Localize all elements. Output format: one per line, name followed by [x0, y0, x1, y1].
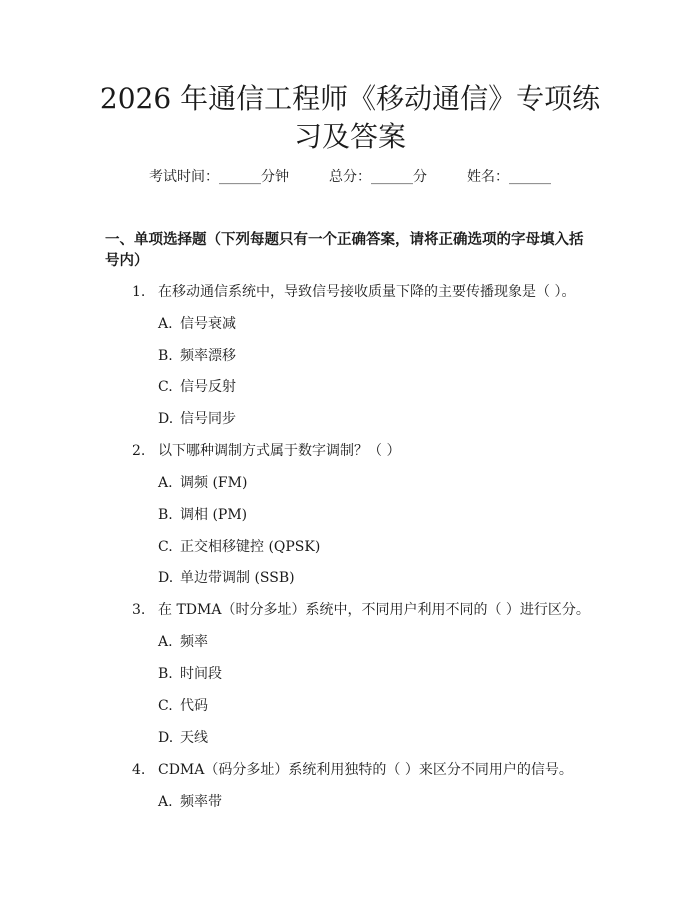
- question-4: [132, 761, 573, 779]
- question-text: 以下哪种调制方式属于数字调制？（ ）: [158, 443, 401, 459]
- question-4-option-a: [158, 793, 222, 811]
- question-text: 在 TDMA（时分多址）系统中，不同用户利用不同的（ ）进行区分。: [158, 602, 590, 618]
- option-text: 天线: [180, 730, 208, 746]
- option-text: 代码: [180, 698, 208, 714]
- option-text: 调频 (FM): [180, 475, 248, 491]
- document-title: 2026 年通信工程师《移动通信》专项练习及答案: [99, 82, 601, 153]
- option-letter: A.: [158, 794, 173, 810]
- option-text: 信号同步: [180, 411, 236, 427]
- question-number: 1.: [132, 284, 146, 300]
- option-text: 频率: [180, 634, 208, 650]
- name-blank: ______: [509, 169, 551, 185]
- option-letter: B.: [158, 666, 173, 682]
- question-text: 在移动通信系统中，导致信号接收质量下降的主要传播现象是（ ）。: [158, 284, 576, 300]
- question-1-option-a: [158, 315, 236, 333]
- option-letter: D.: [158, 730, 174, 746]
- question-3-option-d: [158, 729, 208, 747]
- question-3-option-a: [158, 633, 208, 651]
- question-text: CDMA（码分多址）系统利用独特的（ ）来区分不同用户的信号。: [158, 762, 573, 778]
- option-letter: B.: [158, 507, 173, 523]
- question-3: [132, 601, 590, 619]
- question-2: [132, 442, 400, 460]
- option-text: 信号反射: [180, 379, 236, 395]
- option-text: 频率带: [180, 794, 222, 810]
- option-text: 单边带调制 (SSB): [180, 570, 295, 586]
- question-number: 2.: [132, 443, 146, 459]
- question-1-option-b: [158, 347, 236, 365]
- question-2-option-c: [158, 538, 320, 556]
- question-2-option-d: [158, 569, 295, 587]
- question-1-option-d: [158, 410, 236, 428]
- section-heading: 一、单项选择题（下列每题只有一个正确答案，请将正确选项的字母填入括号内）: [105, 232, 584, 269]
- question-1: [132, 283, 575, 301]
- option-letter: B.: [158, 348, 173, 364]
- option-letter: D.: [158, 570, 174, 586]
- option-text: 调相 (PM): [180, 507, 248, 523]
- option-letter: D.: [158, 411, 174, 427]
- question-number: 4.: [132, 762, 146, 778]
- total-score-blank: ______: [371, 169, 413, 185]
- option-text: 时间段: [180, 666, 222, 682]
- option-text: 信号衰减: [180, 316, 236, 332]
- exam-time-label: 考试时间：: [149, 169, 219, 185]
- option-text: 频率漂移: [180, 348, 236, 364]
- total-score-label: 总分：: [329, 169, 371, 185]
- question-number: 3.: [132, 602, 146, 618]
- option-text: 正交相移键控 (QPSK): [180, 539, 321, 555]
- exam-info-line: [0, 168, 700, 186]
- option-letter: C.: [158, 539, 173, 555]
- option-letter: A.: [158, 634, 173, 650]
- exam-time-unit: 分钟: [261, 169, 289, 185]
- exam-time-blank: ______: [219, 169, 261, 185]
- question-3-option-b: [158, 665, 222, 683]
- name-label: 姓名：: [467, 169, 509, 185]
- option-letter: C.: [158, 698, 173, 714]
- question-1-option-c: [158, 378, 236, 396]
- option-letter: A.: [158, 316, 173, 332]
- question-2-option-b: [158, 506, 247, 524]
- option-letter: A.: [158, 475, 173, 491]
- question-2-option-a: [158, 474, 247, 492]
- option-letter: C.: [158, 379, 173, 395]
- total-score-unit: 分: [413, 169, 427, 185]
- question-3-option-c: [158, 697, 208, 715]
